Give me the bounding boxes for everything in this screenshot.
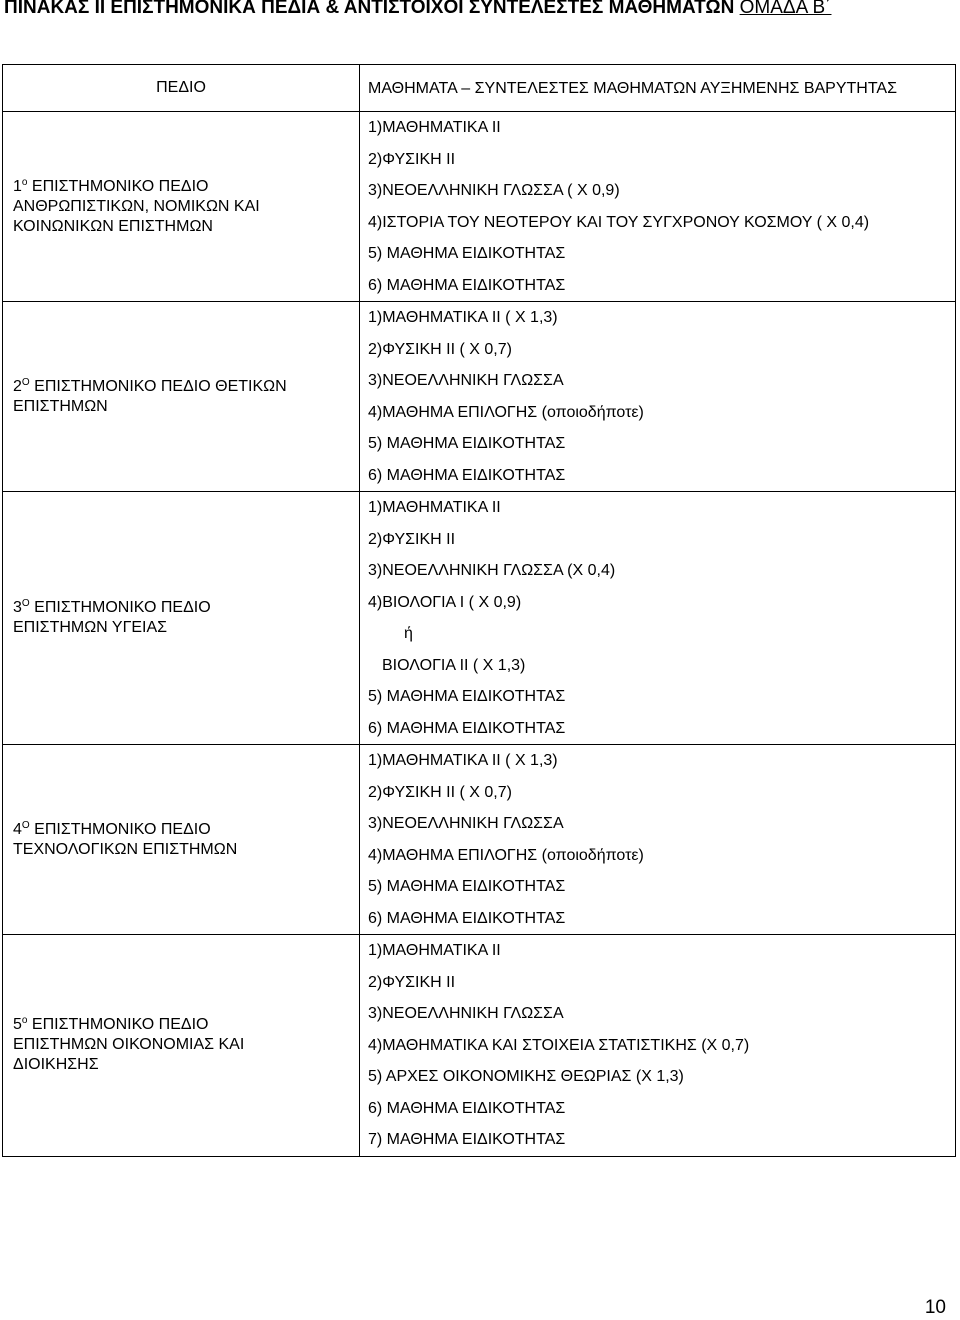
field-name: $2^O$ ΕΠΙΣΤΗΜΟΝΙΚΟ ΠΕΔΙΟ ΘΕΤΙΚΩΝ ΕΠΙΣΤΗΜΩΝ (13, 376, 287, 415)
course-item: 1)ΜΑΘΗΜΑΤΙΚΑ ΙΙ (368, 119, 501, 136)
course-item: 3)ΝΕΟΕΛΛΗΝΙΚΗ ΓΛΩΣΣΑ (368, 372, 564, 389)
field-cell (3, 935, 360, 1157)
course-item: 6) ΜΑΘΗΜΑ ΕΙΔΙΚΟΤΗΤΑΣ (368, 909, 566, 927)
course-item: 2)ΦΥΣΙΚΗ ΙΙ ( Χ 0,7) (368, 340, 512, 358)
courses-cell (360, 112, 956, 302)
course-item: 5) ΑΡΧΕΣ ΟΙΚΟΝΟΜΙΚΗΣ ΘΕΩΡΙΑΣ (Χ 1,3) (368, 1068, 684, 1085)
course-item: 4)ΙΣΤΟΡΙΑ ΤΟΥ ΝΕΟΤΕΡΟΥ ΚΑΙ ΤΟΥ ΣΥΓΧΡΟΝΟΥ ΚΟΣΜΟΥ ( Χ 0,4) (368, 213, 870, 231)
table-row (3, 745, 956, 935)
courses-cell (360, 492, 956, 745)
table-row (3, 302, 956, 492)
title-group: ΟΜΑΔΑ Β΄ (739, 0, 832, 18)
course-item: 4)ΜΑΘΗΜΑ ΕΠΙΛΟΓΗΣ (οποιοδήποτε) (368, 403, 644, 421)
courses-cell (360, 745, 956, 935)
course-item: 2)ΦΥΣΙΚΗ ΙΙ (368, 973, 456, 991)
course-item: 3)ΝΕΟΕΛΛΗΝΙΚΗ ΓΛΩΣΣΑ (Χ 0,4) (368, 562, 616, 579)
course-item: 6) ΜΑΘΗΜΑ ΕΙΔΙΚΟΤΗΤΑΣ (368, 719, 566, 737)
course-item: 4)ΜΑΘΗΜΑ ΕΠΙΛΟΓΗΣ (οποιοδήποτε) (368, 846, 644, 864)
course-item: 6) ΜΑΘΗΜΑ ΕΙΔΙΚΟΤΗΤΑΣ (368, 466, 566, 484)
course-item: 2)ΦΥΣΙΚΗ ΙΙ (368, 530, 456, 548)
course-item: 5) ΜΑΘΗΜΑ ΕΙΔΙΚΟΤΗΤΑΣ (368, 688, 566, 705)
course-item: 2)ΦΥΣΙΚΗ ΙΙ ( Χ 0,7) (368, 783, 512, 801)
course-item: 5) ΜΑΘΗΜΑ ΕΙΔΙΚΟΤΗΤΑΣ (368, 878, 566, 895)
field-cell (3, 112, 360, 302)
course-item: 7) ΜΑΘΗΜΑ ΕΙΔΙΚΟΤΗΤΑΣ (368, 1131, 566, 1148)
field-name: $5^o$ ΕΠΙΣΤΗΜΟΝΙΚΟ ΠΕΔΙΟ ΕΠΙΣΤΗΜΩΝ ΟΙΚΟΝΟΜΙΑΣ ΚΑΙ ΔΙΟΙΚΗΣΗΣ (13, 1015, 245, 1074)
page-number: 10 (924, 1297, 946, 1318)
course-item: 3)ΝΕΟΕΛΛΗΝΙΚΗ ΓΛΩΣΣΑ (368, 1005, 564, 1022)
course-item: 6) ΜΑΘΗΜΑ ΕΙΔΙΚΟΤΗΤΑΣ (368, 276, 566, 294)
course-item: 5) ΜΑΘΗΜΑ ΕΙΔΙΚΟΤΗΤΑΣ (368, 435, 566, 452)
course-item: 5) ΜΑΘΗΜΑ ΕΙΔΙΚΟΤΗΤΑΣ (368, 245, 566, 262)
course-item: 2)ΦΥΣΙΚΗ ΙΙ (368, 150, 456, 168)
header-courses: ΜΑΘΗΜΑΤΑ – ΣΥΝΤΕΛΕΣΤΕΣ ΜΑΘΗΜΑΤΩΝ ΑΥΞΗΜΕΝΗΣ ΒΑΡΥΤΗΤΑΣ (360, 65, 956, 112)
table-row (3, 935, 956, 1157)
course-item: ΒΙΟΛΟΓΙΑ ΙΙ ( Χ 1,3) (382, 656, 526, 674)
course-item: 1)ΜΑΘΗΜΑΤΙΚΑ ΙΙ (368, 499, 501, 516)
field-name: $1^o$ ΕΠΙΣΤΗΜΟΝΙΚΟ ΠΕΔΙΟ ΑΝΘΡΩΠΙΣΤΙΚΩΝ, ΝΟΜΙΚΩΝ ΚΑΙ ΚΟΙΝΩΝΙΚΩΝ ΕΠΙΣΤΗΜΩΝ (13, 176, 260, 235)
course-item: 1)ΜΑΘΗΜΑΤΙΚΑ ΙΙ (368, 942, 501, 959)
course-item: 3)ΝΕΟΕΛΛΗΝΙΚΗ ΓΛΩΣΣΑ ( Χ 0,9) (368, 182, 620, 199)
course-item: 1)ΜΑΘΗΜΑΤΙΚΑ ΙΙ ( Χ 1,3) (368, 309, 558, 326)
courses-cell (360, 935, 956, 1157)
table-row (3, 112, 956, 302)
field-cell (3, 302, 360, 492)
course-item: 1)ΜΑΘΗΜΑΤΙΚΑ ΙΙ ( Χ 1,3) (368, 752, 558, 769)
field-cell (3, 492, 360, 745)
course-item: 6) ΜΑΘΗΜΑ ΕΙΔΙΚΟΤΗΤΑΣ (368, 1099, 566, 1117)
fields-table (2, 64, 956, 1157)
table-header-row (3, 65, 956, 112)
course-item: 3)ΝΕΟΕΛΛΗΝΙΚΗ ΓΛΩΣΣΑ (368, 815, 564, 832)
field-cell (3, 745, 360, 935)
course-item: 4)ΜΑΘΗΜΑΤΙΚΑ ΚΑΙ ΣΤΟΙΧΕΙΑ ΣΤΑΤΙΣΤΙΚΗΣ (Χ 0,7) (368, 1036, 750, 1054)
field-name: $3^O$ ΕΠΙΣΤΗΜΟΝΙΚΟ ΠΕΔΙΟ ΕΠΙΣΤΗΜΩΝ ΥΓΕΙΑΣ (13, 598, 211, 636)
course-item: 4)ΒΙΟΛΟΓΙΑ Ι ( Χ 0,9) (368, 593, 522, 611)
course-or: ή (404, 625, 413, 642)
table-row (3, 492, 956, 745)
page-title (4, 0, 831, 19)
courses-cell (360, 302, 956, 492)
title-main: ΠΙΝΑΚΑΣ ΙΙ ΕΠΙΣΤΗΜΟΝΙΚΑ ΠΕΔΙΑ & ΑΝΤΙΣΤΟΙΧΟΙ ΣΥΝΤΕΛΕΣΤΕΣ ΜΑΘΗΜΑΤΩΝ (4, 0, 735, 18)
field-name: $4^O$ ΕΠΙΣΤΗΜΟΝΙΚΟ ΠΕΔΙΟ ΤΕΧΝΟΛΟΓΙΚΩΝ ΕΠΙΣΤΗΜΩΝ (13, 819, 238, 858)
header-field: ΠΕΔΙΟ (3, 65, 360, 112)
